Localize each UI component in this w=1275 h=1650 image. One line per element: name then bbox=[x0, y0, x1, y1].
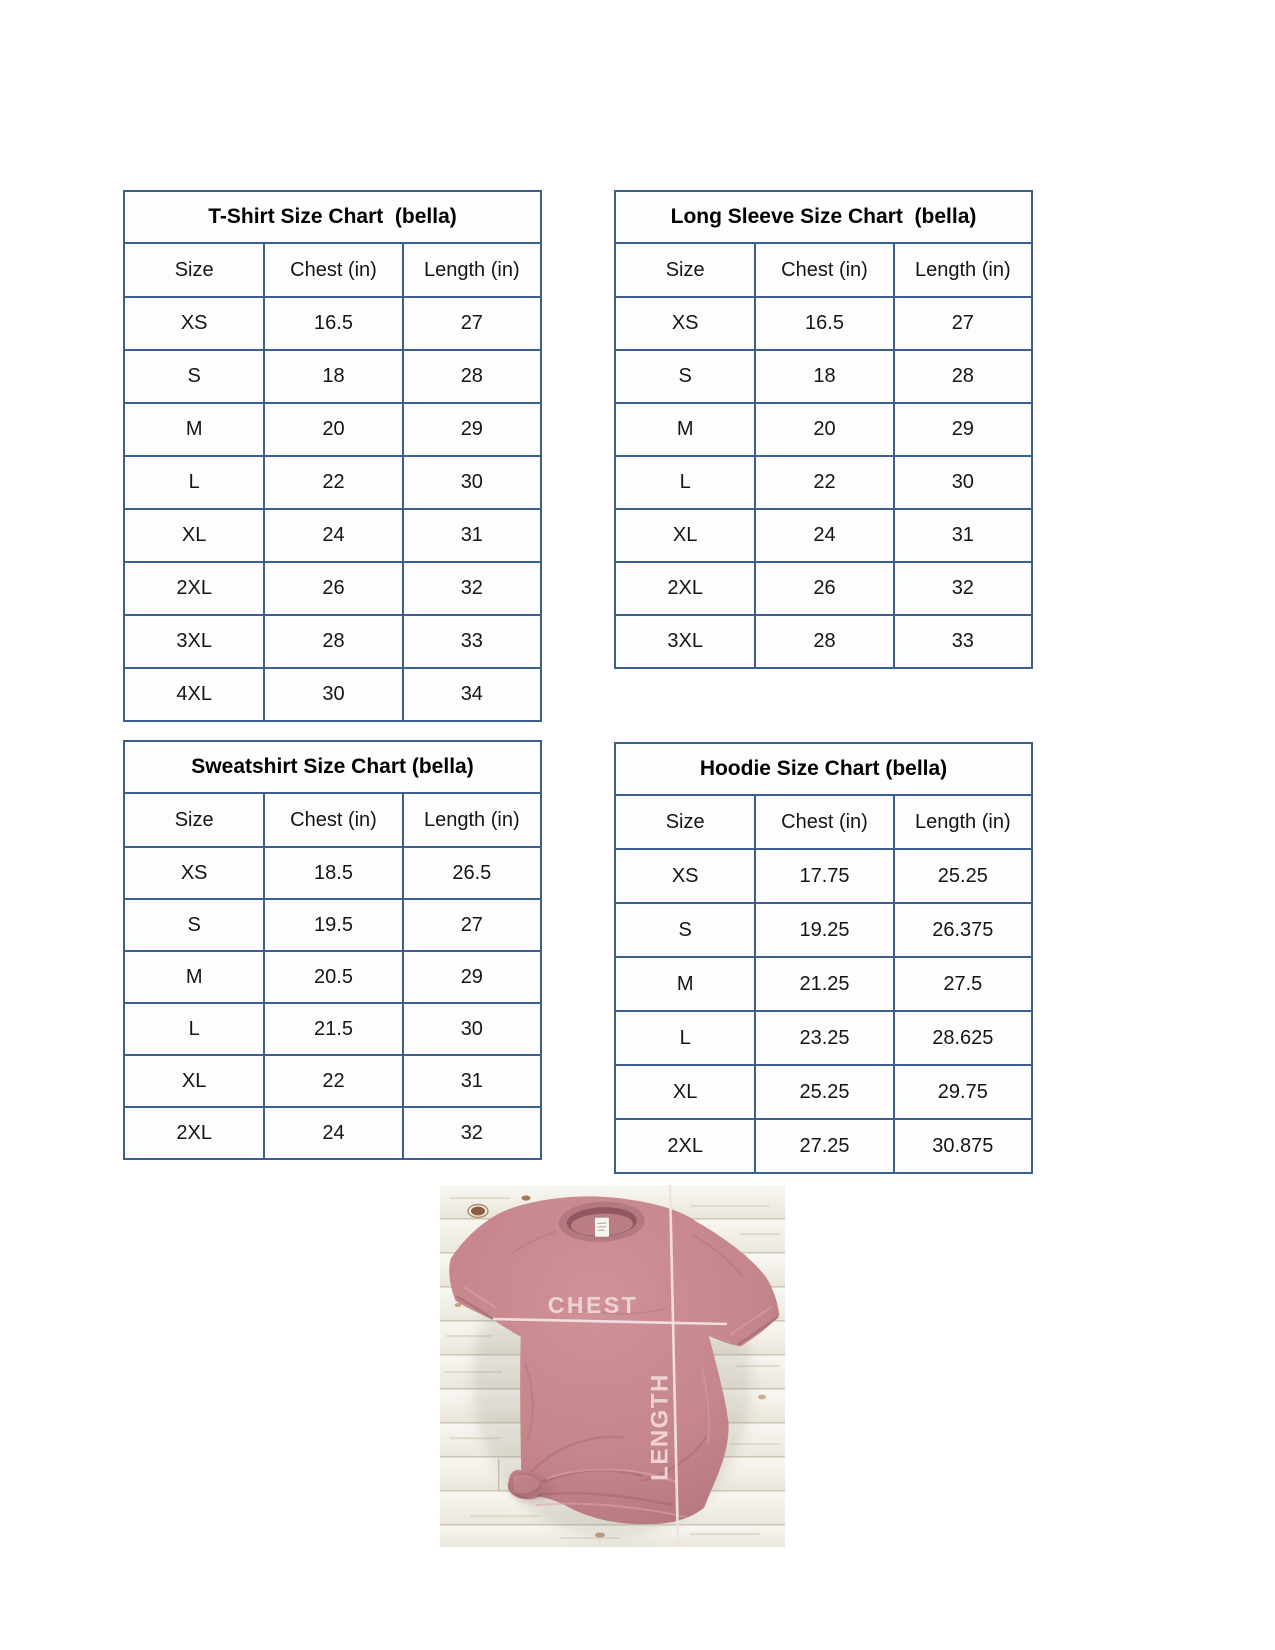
table-cell: 31 bbox=[893, 510, 1031, 561]
length-label: LENGTH bbox=[646, 1373, 674, 1481]
table-cell: 25.25 bbox=[893, 850, 1031, 902]
table-row bbox=[125, 667, 540, 720]
table-row bbox=[616, 402, 1031, 455]
column-header: Length (in) bbox=[402, 244, 540, 296]
table-cell: 30 bbox=[402, 457, 540, 508]
table-cell: 4XL bbox=[176, 683, 212, 705]
table-cell: XL bbox=[181, 1069, 207, 1092]
table-row bbox=[616, 455, 1031, 508]
table-cell: M bbox=[676, 972, 694, 995]
table-row bbox=[125, 296, 540, 349]
table-cell: 30 bbox=[402, 1004, 540, 1054]
table-cell: S bbox=[187, 913, 201, 936]
table-cell: S bbox=[678, 365, 692, 387]
table-header-row bbox=[616, 242, 1031, 296]
table-header-row bbox=[125, 792, 540, 846]
table-cell: XL bbox=[181, 524, 207, 546]
table-cell: L bbox=[188, 1017, 200, 1040]
table-cell: 32 bbox=[893, 563, 1031, 614]
table-cell: 22 bbox=[263, 1056, 401, 1106]
table-cell: L bbox=[188, 471, 200, 493]
table-title: T-Shirt Size Chart (bella) bbox=[208, 205, 457, 228]
table-cell: 24 bbox=[754, 510, 892, 561]
table-cell: 26 bbox=[754, 563, 892, 614]
table-cell: 28 bbox=[893, 351, 1031, 402]
table-row bbox=[125, 508, 540, 561]
table-cell: 31 bbox=[402, 510, 540, 561]
table-cell: 26.5 bbox=[402, 848, 540, 898]
table-row bbox=[125, 1054, 540, 1106]
table-cell: 28 bbox=[402, 351, 540, 402]
table-cell: 24 bbox=[263, 510, 401, 561]
table-cell: S bbox=[678, 918, 692, 941]
table-cell: 30.875 bbox=[893, 1120, 1031, 1172]
shirt-measurement-photo bbox=[440, 1185, 785, 1547]
table-cell: 28 bbox=[754, 616, 892, 667]
table-cell: 24 bbox=[263, 1108, 401, 1158]
table-row bbox=[125, 402, 540, 455]
sweatshirt-size-chart-table bbox=[123, 740, 542, 1160]
table-cell: 16.5 bbox=[754, 298, 892, 349]
table-row bbox=[616, 956, 1031, 1010]
table-row bbox=[616, 1118, 1031, 1172]
column-header: Length (in) bbox=[893, 796, 1031, 848]
table-cell: 18 bbox=[754, 351, 892, 402]
table-row bbox=[125, 846, 540, 898]
table-row bbox=[125, 455, 540, 508]
table-cell: 26.375 bbox=[893, 904, 1031, 956]
table-cell: 21.5 bbox=[263, 1004, 401, 1054]
column-header: Size bbox=[665, 258, 705, 281]
table-cell: 32 bbox=[402, 563, 540, 614]
table-cell: XL bbox=[672, 524, 698, 546]
table-cell: 28.625 bbox=[893, 1012, 1031, 1064]
table-cell: 17.75 bbox=[754, 850, 892, 902]
table-row bbox=[125, 898, 540, 950]
table-cell: L bbox=[679, 1026, 691, 1049]
hoodie-size-chart-table bbox=[614, 742, 1033, 1174]
column-header: Chest (in) bbox=[754, 244, 892, 296]
table-cell: 28 bbox=[263, 616, 401, 667]
table-cell: 26 bbox=[263, 563, 401, 614]
table-cell: 3XL bbox=[667, 630, 703, 652]
table-cell: 30 bbox=[263, 669, 401, 720]
table-row bbox=[616, 561, 1031, 614]
table-cell: S bbox=[187, 365, 201, 387]
table-cell: 20.5 bbox=[263, 952, 401, 1002]
longsleeve-size-chart-table bbox=[614, 190, 1033, 669]
tshirt-size-chart-table bbox=[123, 190, 542, 722]
table-cell: 30 bbox=[893, 457, 1031, 508]
table-cell: 2XL bbox=[176, 577, 212, 599]
column-header: Size bbox=[174, 808, 214, 831]
table-row bbox=[125, 950, 540, 1002]
table-cell: 20 bbox=[754, 404, 892, 455]
table-row bbox=[125, 349, 540, 402]
table-header-row bbox=[616, 794, 1031, 848]
table-cell: L bbox=[679, 471, 691, 493]
table-cell: 25.25 bbox=[754, 1066, 892, 1118]
table-cell: 2XL bbox=[667, 1134, 703, 1157]
neck-label bbox=[594, 1217, 609, 1237]
column-header: Size bbox=[174, 258, 214, 281]
table-row bbox=[125, 1002, 540, 1054]
table-row bbox=[125, 1106, 540, 1158]
column-header: Length (in) bbox=[402, 794, 540, 846]
table-cell: 16.5 bbox=[263, 298, 401, 349]
table-row bbox=[616, 1010, 1031, 1064]
column-header: Chest (in) bbox=[263, 794, 401, 846]
column-header: Chest (in) bbox=[754, 796, 892, 848]
table-cell: XS bbox=[671, 312, 699, 334]
table-cell: 21.25 bbox=[754, 958, 892, 1010]
table-cell: 18.5 bbox=[263, 848, 401, 898]
table-row bbox=[616, 902, 1031, 956]
table-row bbox=[616, 614, 1031, 667]
table-cell: 29 bbox=[402, 404, 540, 455]
table-cell: 20 bbox=[263, 404, 401, 455]
table-cell: 3XL bbox=[176, 630, 212, 652]
table-title: Hoodie Size Chart (bella) bbox=[699, 757, 948, 780]
table-cell: XS bbox=[671, 864, 699, 887]
table-row bbox=[616, 296, 1031, 349]
table-cell: 2XL bbox=[667, 577, 703, 599]
table-cell: 23.25 bbox=[754, 1012, 892, 1064]
table-row bbox=[616, 508, 1031, 561]
table-cell: 27.5 bbox=[893, 958, 1031, 1010]
table-cell: 22 bbox=[754, 457, 892, 508]
table-row bbox=[616, 848, 1031, 902]
table-cell: 34 bbox=[402, 669, 540, 720]
chest-label: CHEST bbox=[547, 1292, 639, 1318]
table-cell: 22 bbox=[263, 457, 401, 508]
table-cell: M bbox=[676, 418, 694, 440]
table-cell: 33 bbox=[402, 616, 540, 667]
table-cell: M bbox=[185, 418, 203, 440]
table-cell: XS bbox=[180, 861, 208, 884]
table-cell: 31 bbox=[402, 1056, 540, 1106]
table-cell: XS bbox=[180, 312, 208, 334]
table-title: Sweatshirt Size Chart (bella) bbox=[191, 755, 474, 778]
table-cell: 32 bbox=[402, 1108, 540, 1158]
table-cell: M bbox=[185, 965, 203, 988]
table-cell: 27 bbox=[893, 298, 1031, 349]
table-cell: 29.75 bbox=[893, 1066, 1031, 1118]
table-cell: XL bbox=[672, 1080, 698, 1103]
table-cell: 19.5 bbox=[263, 900, 401, 950]
table-row bbox=[616, 349, 1031, 402]
column-header: Chest (in) bbox=[263, 244, 401, 296]
table-cell: 27 bbox=[402, 298, 540, 349]
column-header: Size bbox=[665, 810, 705, 833]
table-cell: 29 bbox=[402, 952, 540, 1002]
table-cell: 2XL bbox=[176, 1121, 212, 1144]
table-row bbox=[125, 614, 540, 667]
table-cell: 18 bbox=[263, 351, 401, 402]
table-cell: 29 bbox=[893, 404, 1031, 455]
table-row bbox=[125, 561, 540, 614]
table-cell: 33 bbox=[893, 616, 1031, 667]
table-cell: 27 bbox=[402, 900, 540, 950]
table-title: Long Sleeve Size Chart (bella) bbox=[670, 205, 977, 228]
table-cell: 27.25 bbox=[754, 1120, 892, 1172]
table-row bbox=[616, 1064, 1031, 1118]
table-header-row bbox=[125, 242, 540, 296]
column-header: Length (in) bbox=[893, 244, 1031, 296]
table-cell: 19.25 bbox=[754, 904, 892, 956]
